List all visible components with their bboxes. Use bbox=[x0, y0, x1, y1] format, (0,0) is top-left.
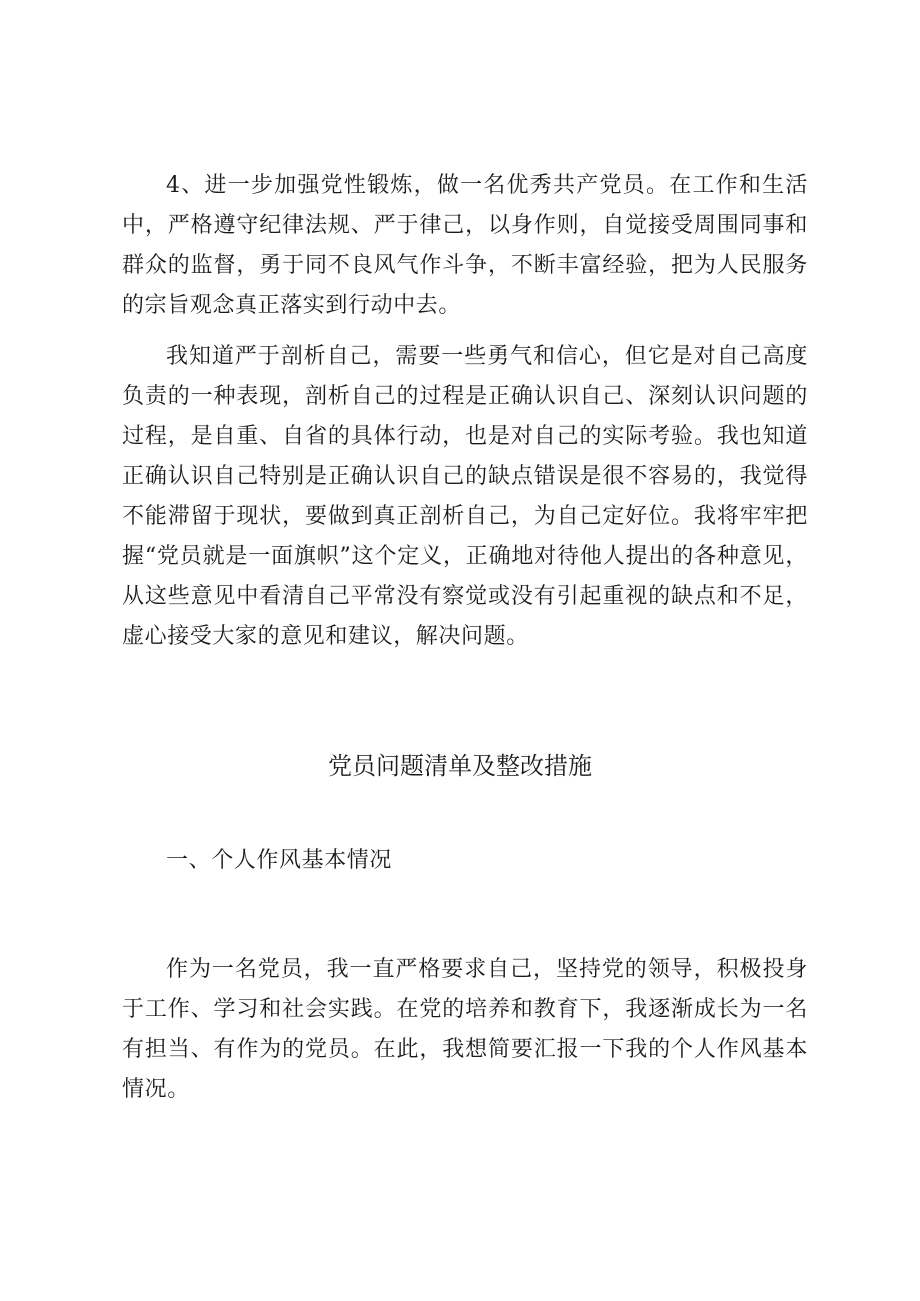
document-title: 党员问题清单及整改措施 bbox=[328, 752, 592, 780]
paragraph-party-training: 4、进一步加强党性锻炼，做一名优秀共产党员。在工作和生活中，严格遵守纪律法规、严于律己，以身作则，自觉接受周围同事和群众的监督，勇于同不良风气作斗争，不断丰富经验，把为人民服务的宗旨观念真正落实到行动中去。 bbox=[122, 173, 808, 318]
section-heading: 一、个人作风基本情况 bbox=[166, 848, 393, 873]
paragraph-self-analysis: 我知道严于剖析自己，需要一些勇气和信心，但它是对自己高度负责的一种表现，剖析自己的过程是正确认识自己、深刻认识问题的过程，是自重、自省的具体行动，也是对自己的实际考验。我也知道正确认识自己特别是正确认识自己的缺点错误是很不容易的，我觉得不能滞留于现状，要做到真正剖析自己，为自己定好位。我将牢牢把握“党员就是一面旗帜”这个定义，正确地对待他人提出的各种意见，从这些意见中看清自己平常没有察觉或没有引起重视的缺点和不足，虚心接受大家的意见和建议，解决问题。 bbox=[122, 344, 808, 649]
paragraph-personal-conduct: 作为一名党员，我一直严格要求自己，坚持党的领导，积极投身于工作、学习和社会实践。在党的培养和教育下，我逐渐成长为一名有担当、有作为的党员。在此，我想简要汇报一下我的个人作风基本情况。 bbox=[122, 957, 808, 1102]
